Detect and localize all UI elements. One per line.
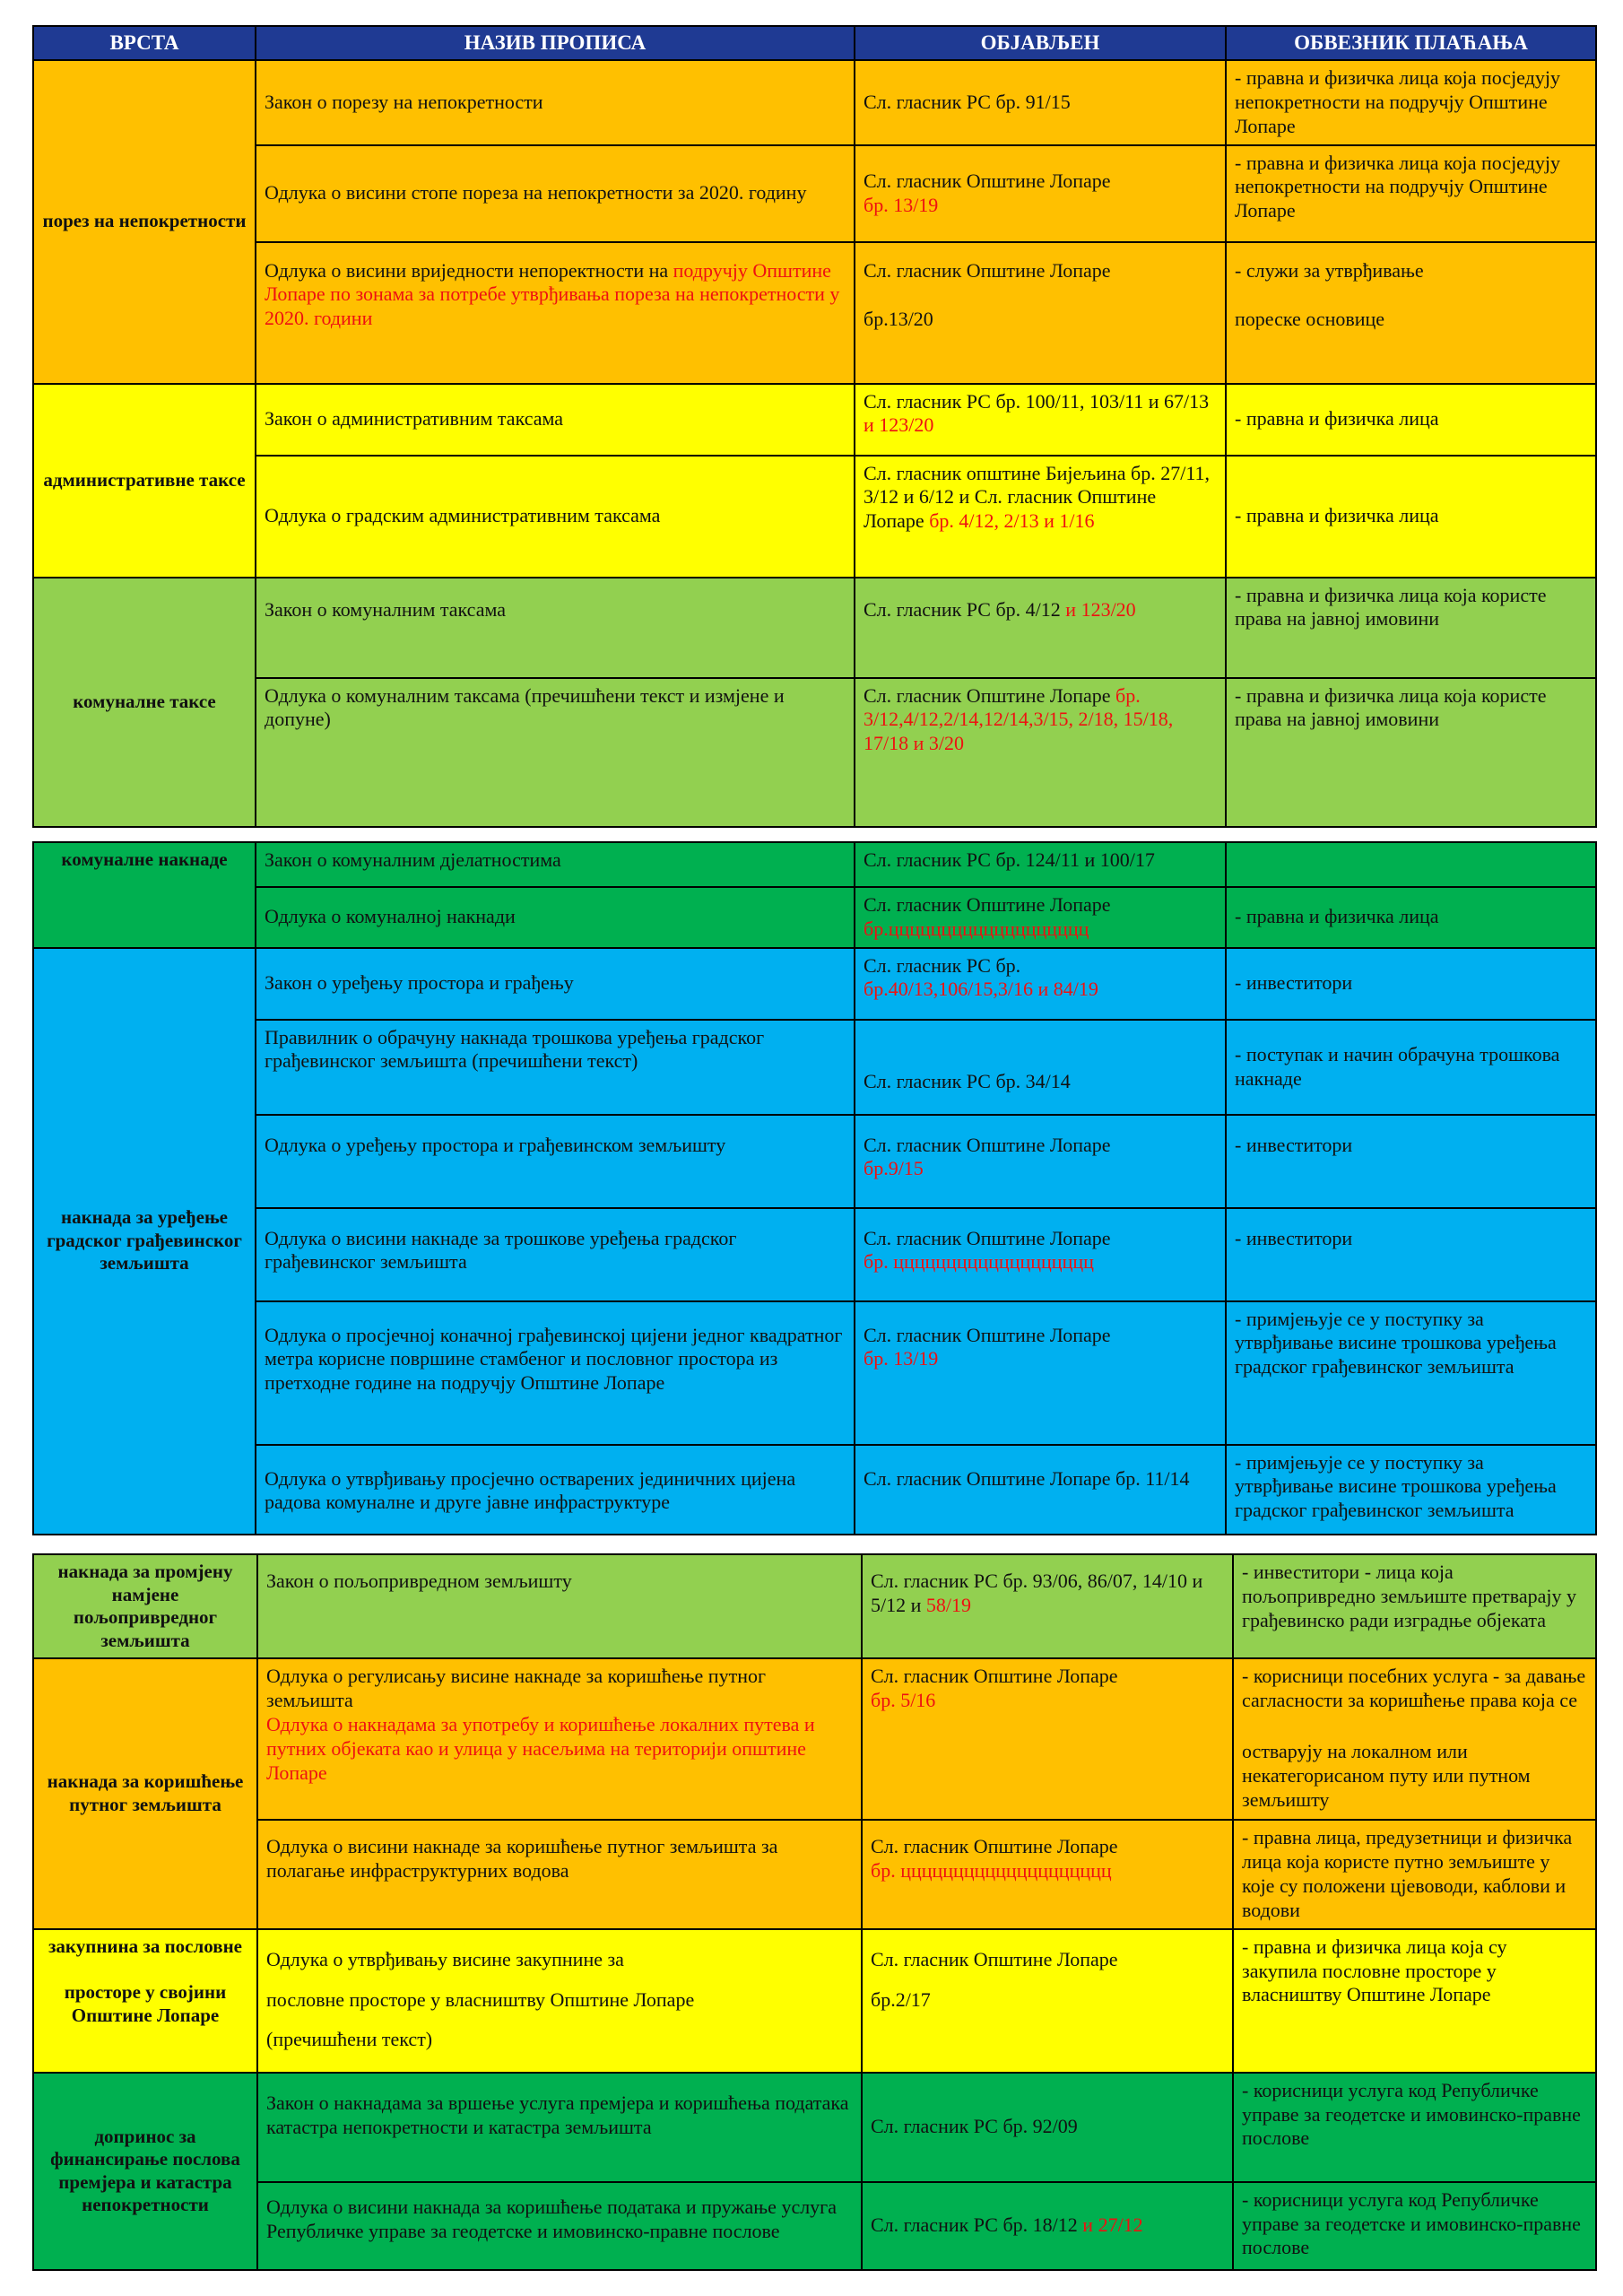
table-row [33,384,1596,456]
regulation-name: Одлука о утврђивању просјечно остварених јединичних цијена радова комуналне и друге јавне инфраструктуре [256,1445,855,1535]
published-in: Сл. гласник РС бр. 18/12 и 27/12 [862,2182,1233,2270]
published-in: Сл. гласник Општине Лопаре бр. 13/19 [855,145,1226,242]
payer-cell: - служи за утврђивање пореске основице [1226,242,1596,384]
payer-cell: - правна и физичка лица која посједују непокретности на подручју Општине Лопаре [1226,145,1596,242]
table-row [33,1115,1596,1208]
regulation-name: Одлука о градским административним таксама [256,456,855,578]
published-in: Сл. гласник РС бр. бр.40/13,106/15,3/16 и 84/19 [855,948,1226,1020]
col-header-payer: ОБВЕЗНИК ПЛАЋАЊА [1226,26,1596,60]
regulation-name: Одлука о просјечној коначној грађевинској цијени једног квадратног метра корисне површине стамбеног и пословног простора из претходне године на подручју Општине Лопаре [256,1301,855,1445]
regulation-name: Закон о накнадама за вршење услуга премјера и коришћења података катастра непокретности и катастра земљишта [257,2073,862,2182]
published-in: Сл. гласник Општине Лопаре бр. 5/16 [862,1658,1233,1820]
header-row [33,26,1596,60]
table-row [33,60,1596,144]
col-header-published: ОБЈАВЉЕН [855,26,1226,60]
table-row [33,887,1596,948]
col-header-name: НАЗИВ ПРОПИСА [256,26,855,60]
regulation-name: Одлука о висини накнаде за трошкове уређења градског грађевинског земљишта [256,1208,855,1301]
category-cell: комуналне накнаде [33,842,256,948]
regulation-name: Одлука о уређењу простора и грађевинском земљишту [256,1115,855,1208]
payer-cell: - поступак и начин обрачуна трошкова накнаде [1226,1020,1596,1115]
regulation-name: Одлука о висини вриједности непоректности на подручју Општине Лопаре по зонама за потребе утврђивања пореза на непокретности у 2020. години [256,242,855,384]
published-in: Сл. гласник РС бр. 4/12 и 123/20 [855,578,1226,678]
published-in: Сл. гласник Општине Лопаре бр.13/20 [855,242,1226,384]
category-cell: накнада за коришћење путног земљишта [33,1658,257,1928]
published-in: Сл. гласник Општине Лопаре бр. ццццццццццццццццццц [855,1208,1226,1301]
regulation-name: Закон о комуналним таксама [256,578,855,678]
fees-table-3 [32,1553,1597,2271]
table-row [33,456,1596,578]
table-row [33,678,1596,827]
fees-table-2 [32,841,1597,1535]
payer-cell: - корисници услуга код Републичке управе за геодетске и имовинско-правне послове [1233,2182,1596,2270]
category-cell: накнада за промјену намјене пољопривредног земљишта [33,1554,257,1658]
payer-cell: - корисници посебних услуга - за давање сагласности за коришћење права која се остварују на локалном или некатегорисаном путу или путном земљишту [1233,1658,1596,1820]
published-in: Сл. гласник РС бр. 91/15 [855,60,1226,144]
payer-cell: - правна и физичка лица која користе права на јавној имовини [1226,678,1596,827]
published-in: Сл. гласник Општине Лопаре бр. 3/12,4/12,2/14,12/14,3/15, 2/18, 15/18, 17/18 и 3/20 [855,678,1226,827]
table-row [33,1820,1596,1928]
table-row [33,578,1596,678]
published-in: Сл. гласник Општине Лопаре бр. цццццццццццццццццццц [862,1820,1233,1928]
regulation-name: Одлука о утврђивању висине закупнине за пословне просторе у власништву Општине Лопаре (пречишћени текст) [257,1929,862,2073]
published-in: Сл. гласник РС бр. 34/14 [855,1020,1226,1115]
category-cell: комуналне таксе [33,578,256,827]
published-in: Сл. гласник Општине Лопаре бр.ццццццццццццццццццц [855,887,1226,948]
published-in: Сл. гласник РС бр. 93/06, 86/07, 14/10 и 5/12 и 58/19 [862,1554,1233,1658]
payer-cell: - инвеститори [1226,1115,1596,1208]
payer-cell: - примјењује се у поступку за утврђивање висине трошкова уређења градског грађевинског земљишта [1226,1445,1596,1535]
regulation-name: Закон о комуналним дјелатностима [256,842,855,887]
table-row [33,242,1596,384]
regulation-name: Закон о порезу на непокретности [256,60,855,144]
table-row [33,145,1596,242]
payer-cell: - правна лица, предузетници и физичка лица која користе путно земљиште у које су положени цјевоводи, каблови и водови [1233,1820,1596,1928]
published-in: Сл. гласник Општине Лопаре бр. 11/14 [855,1445,1226,1535]
payer-cell: - правна и физичка лица [1226,384,1596,456]
category-cell: закупнина за пословне просторе у својини Општине Лопаре [33,1929,257,2073]
payer-cell: - примјењује се у поступку за утврђивање висине трошкова уређења градског грађевинског земљишта [1226,1301,1596,1445]
fees-table-1 [32,25,1597,828]
table-row [33,2182,1596,2270]
regulation-name: Закон о уређењу простора и грађењу [256,948,855,1020]
payer-cell: - правна и физичка лица која користе права на јавној имовини [1226,578,1596,678]
published-in: Сл. гласник Општине Лопаре бр.9/15 [855,1115,1226,1208]
regulation-name: Закон о пољопривредном земљишту [257,1554,862,1658]
category-cell: допринос за финансирање послова премјера и катастра непокретности [33,2073,257,2270]
payer-cell: - инвеститори [1226,1208,1596,1301]
published-in: Сл. гласник РС бр. 100/11, 103/11 и 67/13 и 123/20 [855,384,1226,456]
payer-cell [1226,842,1596,887]
regulation-name: Одлука о висини накнада за коришћење података и пружање услуга Републичке управе за геодетске и имовинско-правне послове [257,2182,862,2270]
payer-cell: - инвеститори - лица која пољопривредно земљиште претварају у грађевинско ради изградње објеката [1233,1554,1596,1658]
published-in: Сл. гласник РС бр. 124/11 и 100/17 [855,842,1226,887]
table-row [33,1554,1596,1658]
table-row [33,1658,1596,1820]
table-row [33,1301,1596,1445]
published-in: Сл. гласник Општине Лопаре бр. 13/19 [855,1301,1226,1445]
regulation-name: Закон о административним таксама [256,384,855,456]
published-in: Сл. гласник општине Бијељина бр. 27/11, 3/12 и 6/12 и Сл. гласник Општине Лопаре бр. 4/12, 2/13 и 1/16 [855,456,1226,578]
payer-cell: - правна и физичка лица [1226,887,1596,948]
regulation-name: Одлука о регулисању висине накнаде за коришћење путног земљишта Одлука о накнадама за употребу и коришћење локалних путева и путних објеката као и улица у насељима на територији општине Лопаре [257,1658,862,1820]
regulation-name: Одлука о висини накнаде за коришћење путног земљишта за полагање инфраструктурних водова [257,1820,862,1928]
table-row [33,1445,1596,1535]
table-row [33,1020,1596,1115]
table-row [33,1929,1596,2073]
category-cell: порез на непокретности [33,60,256,383]
category-cell: накнада за уређење градског грађевинског земљишта [33,948,256,1535]
payer-cell: - правна и физичка лица која посједују непокретности на подручју Општине Лопаре [1226,60,1596,144]
regulation-name: Одлука о комуналној накнади [256,887,855,948]
table-row [33,1208,1596,1301]
table-row [33,948,1596,1020]
table-row [33,2073,1596,2182]
regulation-name: Одлука о висини стопе пореза на непокретности за 2020. годину [256,145,855,242]
payer-cell: - корисници услуга код Републичке управе за геодетске и имовинско-правне послове [1233,2073,1596,2182]
regulation-name: Одлука о комуналним таксама (пречишћени текст и измјене и допуне) [256,678,855,827]
regulation-name: Правилник о обрачуну накнада трошкова уређења градског грађевинског земљишта (пречишћени текст) [256,1020,855,1115]
payer-cell: - правна и физичка лица која су закупила пословне просторе у власништву Општине Лопаре [1233,1929,1596,2073]
payer-cell: - инвеститори [1226,948,1596,1020]
published-in: Сл. гласник РС бр. 92/09 [862,2073,1233,2182]
payer-cell: - правна и физичка лица [1226,456,1596,578]
col-header-type: ВРСТА [33,26,256,60]
category-cell: административне таксе [33,384,256,578]
published-in: Сл. гласник Општине Лопаре бр.2/17 [862,1929,1233,2073]
table-row [33,842,1596,887]
